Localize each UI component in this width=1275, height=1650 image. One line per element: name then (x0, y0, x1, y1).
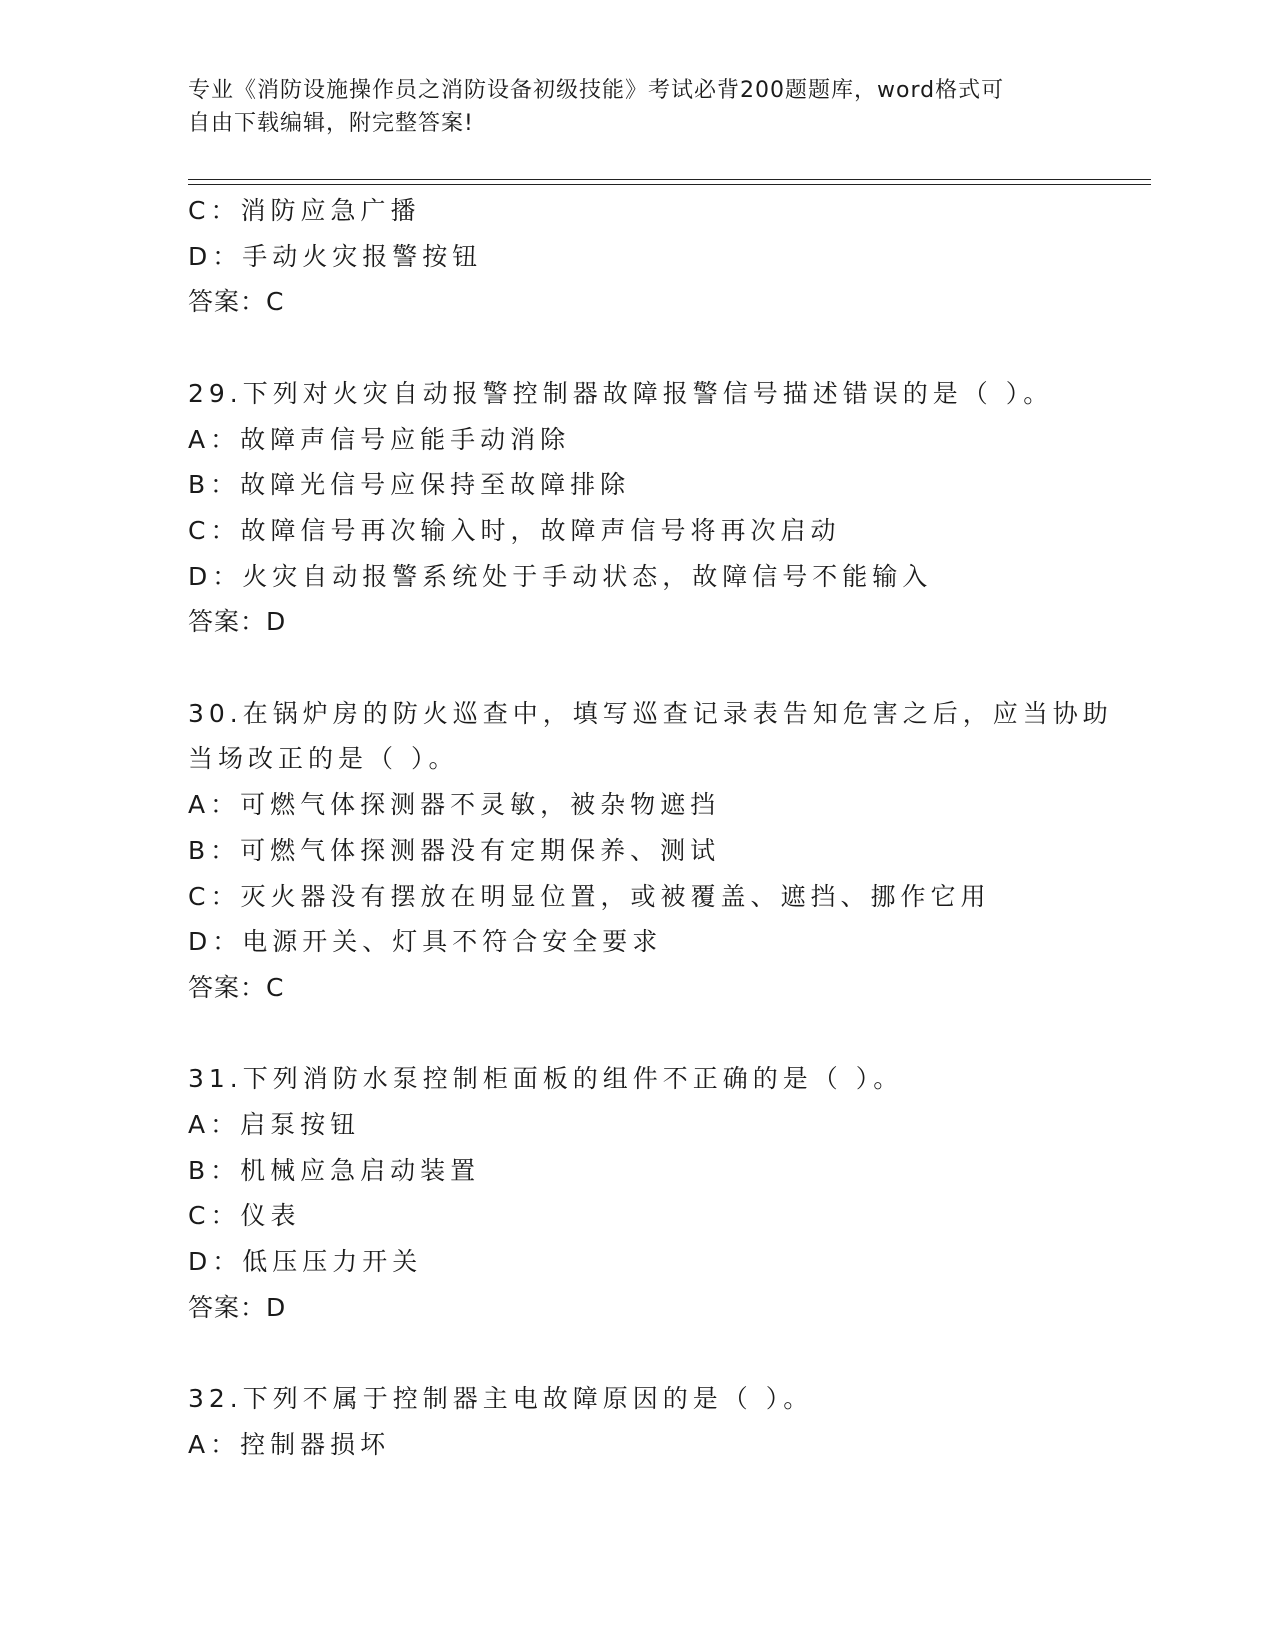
option-a: A：启泵按钮 (188, 1110, 361, 1140)
option-b: B：故障光信号应保持至故障排除 (188, 470, 631, 500)
question-stem: 32.下列不属于控制器主电故障原因的是（ ）。 (188, 1384, 814, 1414)
option-c: C：故障信号再次输入时，故障声信号将再次启动 (188, 515, 841, 545)
option-d: D：电源开关、灯具不符合安全要求 (188, 927, 663, 957)
question-stem: 29.下列对火灾自动报警控制器故障报警信号描述错误的是（ ）。 (188, 378, 1054, 408)
option-c: C：仪表 (188, 1201, 301, 1231)
question-31 (188, 1056, 1088, 1330)
document-header (188, 74, 1068, 140)
spacer (188, 325, 1088, 371)
question-stem: 30.在锅炉房的防火巡查中，填写巡查记录表告知危害之后，应当协助 (188, 698, 1113, 728)
option-d: D：火灾自动报警系统处于手动状态，故障信号不能输入 (188, 561, 933, 591)
answer-label: 答案：C (188, 972, 285, 1002)
header-line-2: 自由下载编辑，附完整答案! (188, 111, 474, 136)
question-stem-continued: 当场改正的是（ ）。 (188, 744, 459, 774)
spacer (188, 1331, 1088, 1377)
question-32 (188, 1376, 1088, 1467)
answer-label: 答案：D (188, 607, 287, 637)
header-line-1: 专业《消防设施操作员之消防设备初级技能》考试必背200题题库，word格式可 (188, 78, 1005, 103)
option-c: C：灭火器没有摆放在明显位置，或被覆盖、遮挡、挪作它用 (188, 881, 991, 911)
spacer (188, 645, 1088, 691)
question-28-partial (188, 188, 1088, 325)
option-d: D：手动火灾报警按钮 (188, 241, 483, 271)
question-29 (188, 371, 1088, 645)
question-30 (188, 691, 1113, 1011)
option-b: B：可燃气体探测器没有定期保养、测试 (188, 835, 721, 865)
answer-label: 答案：C (188, 287, 285, 317)
question-stem: 31.下列消防水泵控制柜面板的组件不正确的是（ ）。 (188, 1064, 904, 1094)
header-divider-bottom (188, 184, 1151, 185)
spacer (188, 1011, 1088, 1057)
option-a: A：故障声信号应能手动消除 (188, 424, 571, 454)
option-b: B：机械应急启动装置 (188, 1155, 481, 1185)
option-a: A：控制器损坏 (188, 1429, 391, 1459)
question-list (188, 188, 1113, 1468)
option-a: A：可燃气体探测器不灵敏，被杂物遮挡 (188, 790, 721, 820)
answer-label: 答案：D (188, 1292, 287, 1322)
option-c: C：消防应急广播 (188, 196, 421, 225)
option-d: D：低压压力开关 (188, 1247, 423, 1277)
header-divider-top (188, 179, 1151, 180)
